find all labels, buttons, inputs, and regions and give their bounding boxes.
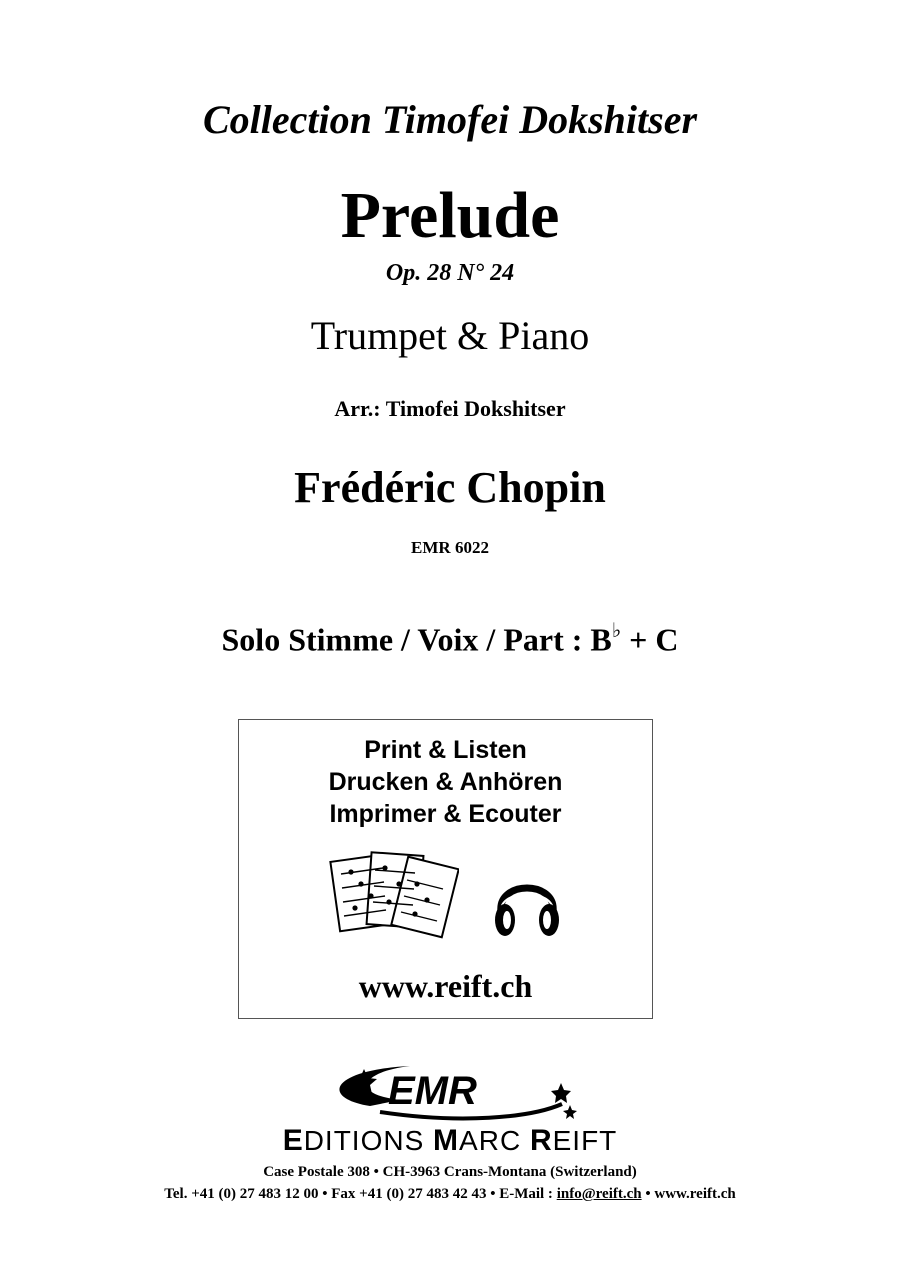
publisher-name-e: E [282, 1124, 304, 1157]
part-prefix: Solo Stimme / Voix / Part : B [221, 621, 612, 658]
publisher-name-arc: ARC [459, 1125, 530, 1156]
publisher-name-ditions: DITIONS [303, 1125, 434, 1156]
publisher-address: Case Postale 308 • CH-3963 Crans-Montana (Switzerland) [263, 1164, 637, 1180]
flat-sign: ♭ [611, 620, 622, 642]
promo-line-english: Print & Listen [364, 736, 527, 764]
email-link[interactable]: info@reift.ch [556, 1186, 642, 1202]
catalog-number: EMR 6022 [411, 538, 489, 557]
part-suffix: + C [621, 621, 679, 658]
promo-line-french: Imprimer & Ecouter [329, 800, 562, 828]
publisher-name-m: M [433, 1124, 460, 1157]
contact-phone-fax: Tel. +41 (0) 27 483 12 00 • Fax +41 (0) 27 483 42 43 • E-Mail : [164, 1186, 557, 1202]
sheet-music-icon [329, 848, 459, 940]
arranger: Arr.: Timofei Dokshitser [334, 396, 566, 421]
piece-title: Prelude [340, 179, 560, 252]
promo-line-german: Drucken & Anhören [328, 768, 563, 796]
opus-number: Op. 28 N° 24 [385, 260, 515, 286]
collection-title: Collection Timofei Dokshitser [202, 97, 698, 142]
emr-logo [300, 1060, 590, 1124]
part-designation [0, 620, 900, 659]
instrumentation: Trumpet & Piano [310, 313, 590, 358]
emr-logo-text: EMR [388, 1069, 477, 1113]
print-listen-box [238, 719, 653, 1019]
promo-url[interactable]: www.reift.ch [358, 968, 533, 1004]
composer: Frédéric Chopin [294, 463, 606, 512]
headphones-icon [491, 866, 563, 940]
publisher-name-eift: EIFT [552, 1125, 618, 1156]
publisher-contact [0, 1186, 900, 1203]
publisher-name [0, 1124, 900, 1158]
contact-website[interactable]: • www.reift.ch [641, 1186, 736, 1202]
publisher-name-r: R [529, 1124, 553, 1157]
